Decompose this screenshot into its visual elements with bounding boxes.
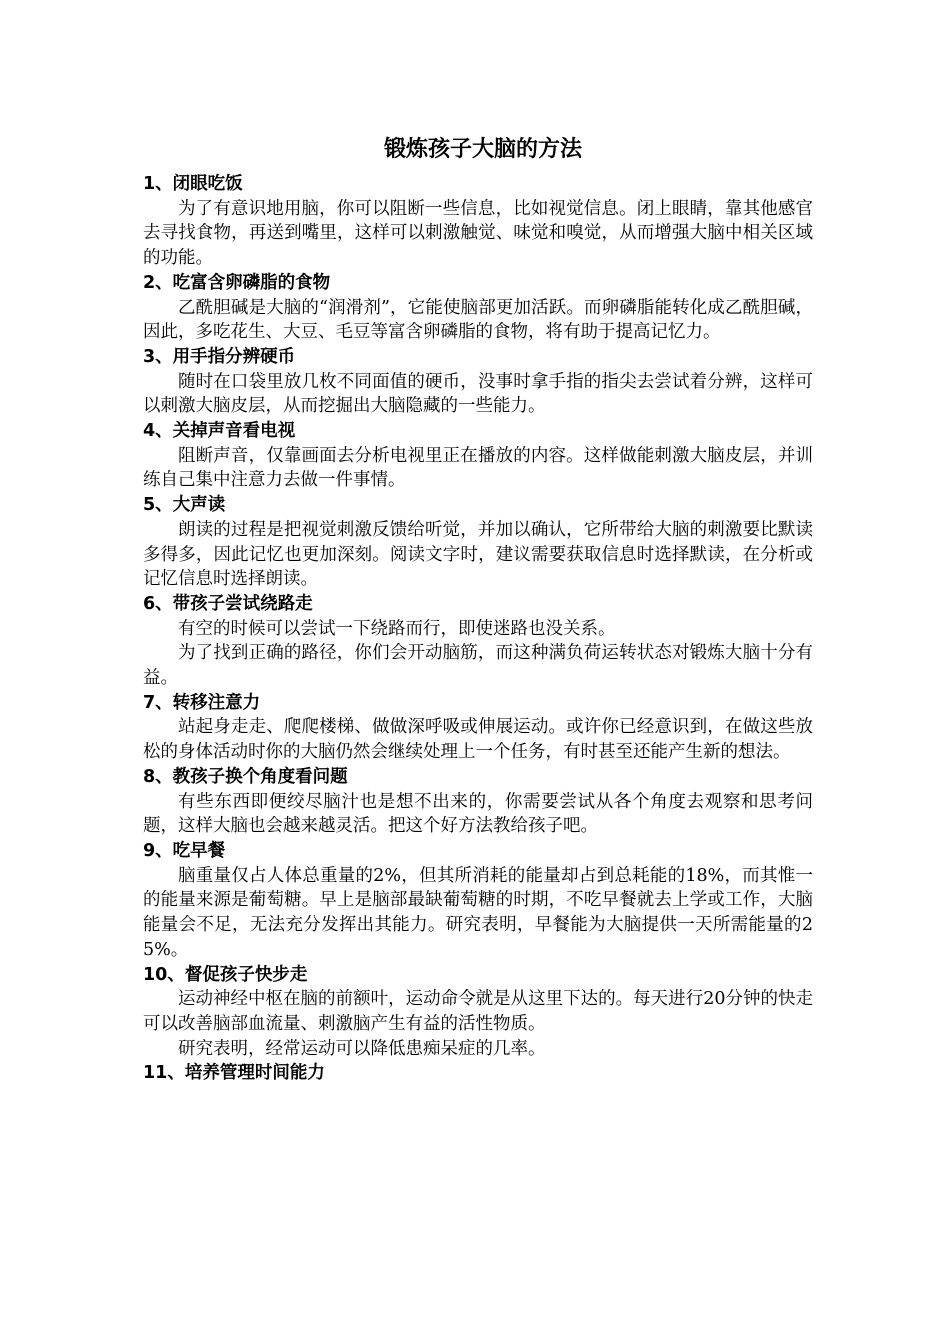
paragraph: 随时在口袋里放几枚不同面值的硬币，没事时拿手指的指尖去尝试着分辨，这样可以刺激大脑皮层，从而挖掘出大脑隐藏的一些能力。	[143, 371, 813, 417]
section-11	[143, 1061, 813, 1086]
section-6	[143, 592, 813, 691]
section-heading: 4、关掉声音看电视	[143, 421, 296, 442]
section-heading: 2、吃富含卵磷脂的食物	[143, 272, 331, 293]
section-8	[143, 765, 813, 839]
section-heading: 10、督促孩子快步走	[143, 964, 308, 985]
section-4	[143, 419, 813, 493]
section-heading: 7、转移注意力	[143, 692, 261, 713]
paragraph: 研究表明，经常运动可以降低患痴呆症的几率。	[178, 1038, 546, 1059]
section-2	[143, 271, 813, 345]
paragraph: 为了有意识地用脑，你可以阻断一些信息，比如视觉信息。闭上眼睛，靠其他感官去寻找食物，再送到嘴里，这样可以刺激触觉、味觉和嗅觉，从而增强大脑中相关区域的功能。	[143, 198, 813, 269]
section-1	[143, 172, 813, 271]
section-heading: 8、教孩子换个角度看问题	[143, 766, 348, 787]
page-title: 锻炼孩子大脑的方法	[383, 137, 582, 162]
section-heading: 5、大声读	[143, 495, 226, 516]
section-heading: 3、用手指分辨硬币	[143, 346, 296, 367]
section-7	[143, 691, 813, 765]
paragraph: 站起身走走、爬爬楼梯、做做深呼吸或伸展运动。或许你已经意识到，在做这些放松的身体活动时你的大脑仍然会继续处理上一个任务，有时甚至还能产生新的想法。	[143, 717, 813, 763]
document-body	[143, 130, 813, 1086]
paragraph: 脑重量仅占人体总重量的2%，但其所消耗的能量却占到总耗能的18%，而其惟一的能量来源是葡萄糖。早上是脑部最缺葡萄糖的时期，不吃早餐就去上学或工作，大脑能量会不足，无法充分发挥出其能力。研究表明，早餐能为大脑提供一天所需能量的25%。	[143, 865, 813, 960]
paragraph: 有空的时候可以尝试一下绕路而行，即使迷路也没关系。	[178, 618, 616, 639]
paragraph: 朗读的过程是把视觉刺激反馈给听觉，并加以确认，它所带给大脑的刺激要比默读多得多，因此记忆也更加深刻。阅读文字时，建议需要获取信息时选择默读，在分析或记忆信息时选择朗读。	[143, 519, 813, 590]
paragraph: 有些东西即便绞尽脑汁也是想不出来的，你需要尝试从各个角度去观察和思考问题，这样大脑也会越来越灵活。把这个好方法教给孩子吧。	[143, 791, 813, 837]
section-heading: 11、培养管理时间能力	[143, 1063, 325, 1084]
section-10	[143, 963, 813, 1062]
section-heading: 6、带孩子尝试绕路走	[143, 593, 313, 614]
section-heading: 9、吃早餐	[143, 840, 226, 861]
paragraph: 为了找到正确的路径，你们会开动脑筋，而这种满负荷运转状态对锻炼大脑十分有益。	[143, 643, 813, 689]
paragraph: 阻断声音，仅靠画面去分析电视里正在播放的内容。这样做能刺激大脑皮层，并训练自己集中注意力去做一件事情。	[143, 445, 813, 491]
paragraph: 运动神经中枢在脑的前额叶，运动命令就是从这里下达的。每天进行20分钟的快走可以改善脑部血流量、刺激脑产生有益的活性物质。	[143, 989, 813, 1034]
paragraph: 乙酰胆碱是大脑的“润滑剂”，它能使脑部更加活跃。而卵磷脂能转化成乙酰胆碱，因此，多吃花生、大豆、毛豆等富含卵磷脂的食物，将有助于提高记忆力。	[143, 297, 813, 343]
section-heading: 1、闭眼吃饭	[143, 174, 243, 194]
section-5	[143, 493, 813, 592]
section-9	[143, 839, 813, 963]
section-3	[143, 345, 813, 419]
